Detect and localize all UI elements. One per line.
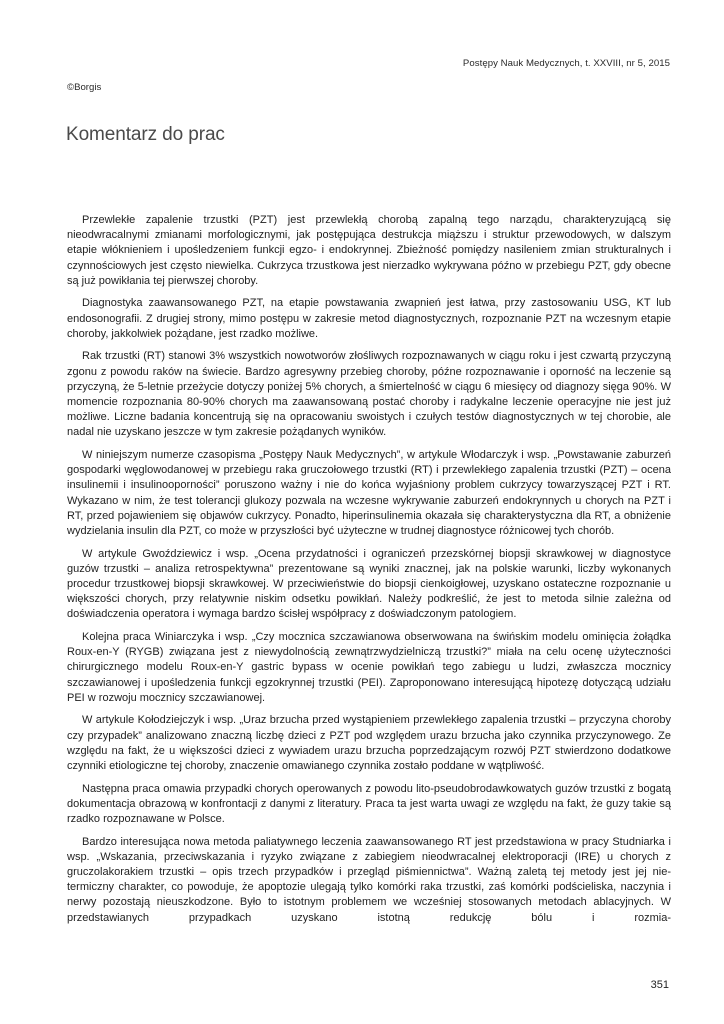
paragraph-1: Przewlekłe zapalenie trzustki (PZT) jest przewlekłą chorobą zapalną tego narządu, charakteryzującą się nieodwracalnymi zmianami morfologicznymi, jak postępująca destrukcja miąższu i struktur przewodowych, w dalszym etapie włóknieniem i upośledzeniem funkcji egzo- i endokrynnej. Zbieżność pomiędzy nasileniem zmian strukturalnych i czynnościowych jest często niewielka. Cukrzyca trzustkowa jest nierzadko wykrywana późno w przebiegu PZT, gdy obecne są już powikłania tej pierwszej choroby. [67, 214, 671, 287]
paragraph-7: W artykule Kołodziejczyk i wsp. „Uraz brzucha przed wystąpieniem przewlekłego zapalenia trzustki – przyczyna choroby czy przypadek” analizowano znaczną liczbę dzieci z PZT pod względem urazu brzucha jako czynnika przyczynowego. Ze względu na fakt, że u większości dzieci z wywiadem urazu brzucha poprzedzającym rozwój PZT stwierdzono dodatkowe czynniki etiologiczne tej choroby, znaczenie omawianego czynnika zostało poddane w wątpliwość. [67, 714, 671, 773]
paragraph-5: W artykule Gwoździewicz i wsp. „Ocena przydatności i ograniczeń przezskórnej biopsji skrawkowej w diagnostyce guzów trzustki – analiza retrospektywna” prezentowane są wyniki znacznej, jak na polskie warunki, liczby wykonanych procedur trzustkowej biopsji skrawkowej. W przeciwieństwie do biopsji cienkoigłowej, uzyskano ostateczne rozpoznanie u większości chorych, przy relatywnie niskim odsetku powikłań. Należy podkreślić, że jest to metoda silnie zależna od doświadczenia operatora i wymaga bardzo ścisłej współpracy z doświadczonym patologiem. [67, 547, 671, 621]
paragraph-3: Rak trzustki (RT) stanowi 3% wszystkich nowotworów złośliwych rozpoznawanych w ciągu roku i jest czwartą przyczyną zgonu z powodu raków na świecie. Bardzo agresywny przebieg choroby, późne rozpoznawanie i oporność na leczenie są przyczyną, że 5-letnie przeżycie dotyczy poniżej 5% chorych, a śmiertelność w ciągu 6 miesięcy od diagnozy sięga 90%. W momencie rozpoznania 80-90% chorych ma zaawansowaną postać choroby i radykalne leczenie operacyjne nie jest już możliwe. Liczne badania koncentrują się na opracowaniu swoistych i czułych testów diagnostycznych w tej chorobie, ale nadal nie uzyskano jeszcze w tym zakresie pożądanych wyników. [67, 350, 671, 439]
article-body [67, 213, 671, 926]
paragraph-8: Następna praca omawia przypadki chorych operowanych z powodu lito-pseudobrodawkowatych guzów trzustki z bogatą dokumentacja obrazową w konfrontacji z danymi z literatury. Praca ta jest warta uwagi ze względu na fakt, że guzy takie są rzadko rozpoznawane w Polsce. [67, 782, 671, 826]
page-number: 351 [650, 979, 669, 991]
publisher-label: ©Borgis [67, 82, 102, 93]
paragraph-2: Diagnostyka zaawansowanego PZT, na etapie powstawania zwapnień jest łatwa, przy zastosowaniu USG, KT lub endosonografii. Z drugiej strony, mimo postępu w zakresie metod diagnostycznych, rozpoznanie PZT na wczesnym etapie choroby, jakkolwiek pożądane, jest rzadko możliwe. [67, 297, 671, 340]
running-header: Postępy Nauk Medycznych, t. XXVIII, nr 5, 2015 [462, 58, 670, 69]
paragraph-6: Kolejna praca Winiarczyka i wsp. „Czy mocznica szczawianowa obserwowana na świńskim modelu ominięcia żołądka Roux-en-Y (RYGB) związana jest z niewydolnością zewnątrzwydzielniczą trzustki?” miała na celu ocenę użyteczności chirurgicznego modelu Roux-en-Y gastric bypass w ocenie powikłań tego zabiegu u ludzi, zwłaszcza mocznicy szczawianowej i upośledzenia funkcji egzokrynnej trzustki (PEI). Zaproponowano interesującą hipotezę dotyczącą udziału PEI w rozwoju mocznicy szczawianowej. [67, 631, 671, 704]
article-title: Komentarz do prac [66, 124, 225, 145]
paragraph-4: W niniejszym numerze czasopisma „Postępy Nauk Medycznych”, w artykule Włodarczyk i wsp. „Powstawanie zaburzeń gospodarki węglowodanowej w przebiegu raka gruczołowego trzustki (RT) i przewlekłego zapalenia trzustki (PZT) – ocena insulinemii i insulinooporności” poruszono ważny i nie do końca wyjaśniony problem cukrzycy towarzyszącej PZT i RT. Wykazano w nim, że test tolerancji glukozy pozwala na wczesne wykrywanie zaburzeń endokrynnych u chorych na PZT i RT, przed pojawieniem się objawów cukrzycy. Ponadto, hiperinsulinemia okazała się charakterystyczna dla RT, a obniżenie wydzielania insulin dla PZT, co może w przyszłości być użyteczne w trudnej diagnostyce różnicowej tych chorób. [67, 449, 671, 538]
paragraph-9: Bardzo interesująca nowa metoda paliatywnego leczenia zaawansowanego RT jest przedstawiona w pracy Studniarka i wsp. „Wskazania, przeciwskazania i ryzyko związane z zabiegiem nieodwracalnej elektroporacji (IRE) u chorych z gruczolakorakiem trzustki – opis trzech przypadków i przegląd piśmiennictwa”. Ważną zaletą tej metody jest jej nie-termiczny charakter, co powoduje, że apoptozie ulegają tylko komórki raka trzustki, zaś komórki podścieliska, naczynia i nerwy pozostają nieuszkodzone. Było to istotnym problemem we wcześniej stosowanych metodach ablacyjnych. W przedstawianych przypadkach uzyskano istotną redukcję bólu i rozmia- [67, 835, 671, 924]
